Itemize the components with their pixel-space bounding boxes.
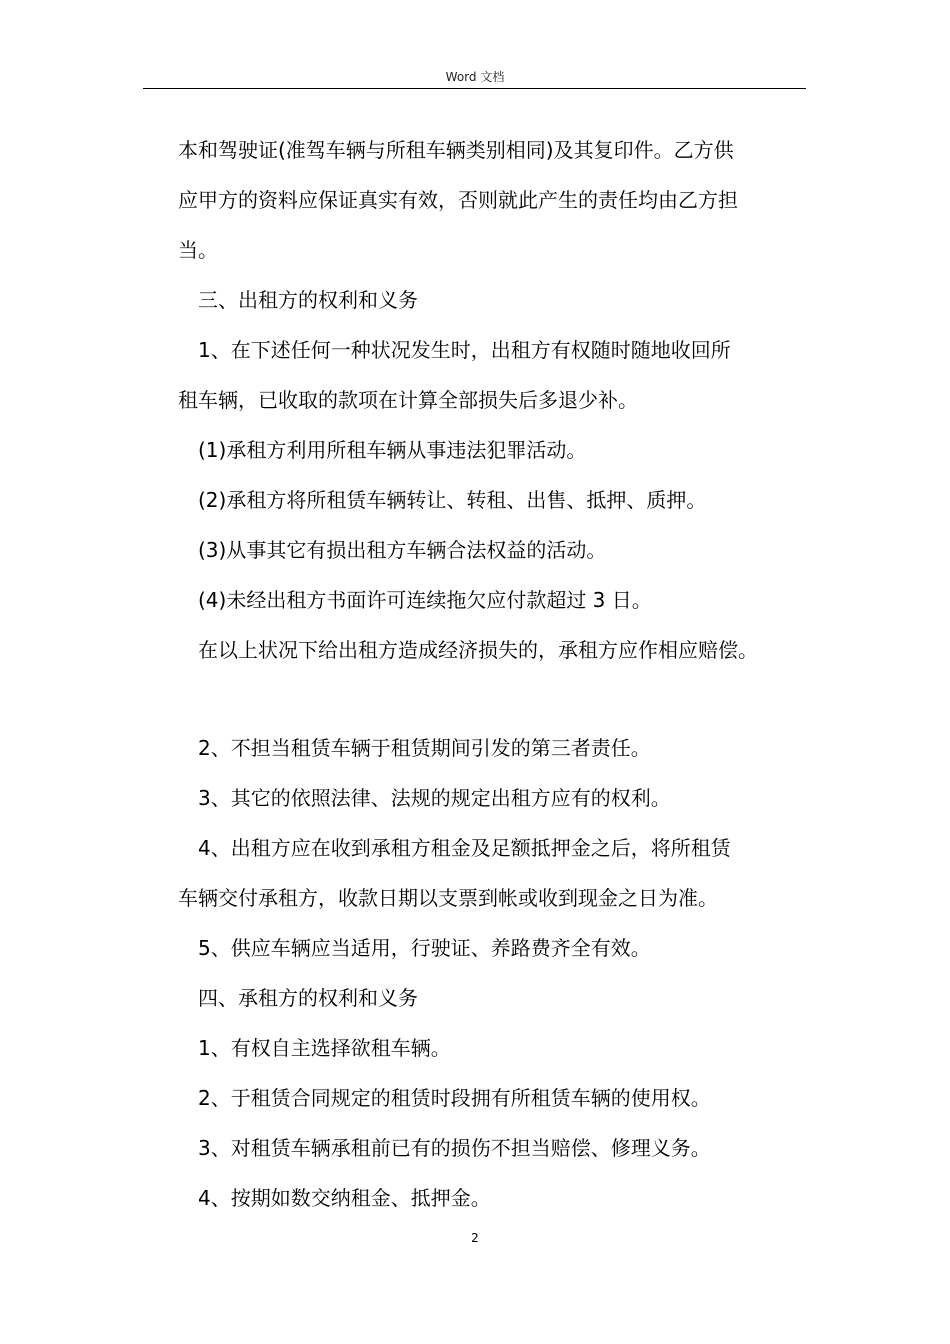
text-line: 4、出租方应在收到承租方租金及足额抵押金之后，将所租赁 bbox=[198, 836, 731, 860]
list-item: (3)从事其它有损出租方车辆合法权益的活动。 bbox=[198, 538, 607, 562]
text-line: 3、对租赁车辆承租前已有的损伤不担当赔偿、修理义务。 bbox=[198, 1136, 711, 1160]
list-item: (4)未经出租方书面许可连续拖欠应付款超过 3 日。 bbox=[198, 588, 652, 612]
text-line: 本和驾驶证(准驾车辆与所租车辆类别相同)及其复印件。乙方供 bbox=[178, 138, 734, 162]
text-line: 应甲方的资料应保证真实有效，否则就此产生的责任均由乙方担 bbox=[178, 188, 738, 212]
text-line: 5、供应车辆应当适用，行驶证、养路费齐全有效。 bbox=[198, 936, 651, 960]
text-line: 2、于租赁合同规定的租赁时段拥有所租赁车辆的使用权。 bbox=[198, 1086, 711, 1110]
section-heading: 三、出租方的权利和义务 bbox=[198, 288, 418, 312]
text-line: 1、在下述任何一种状况发生时，出租方有权随时随地收回所 bbox=[198, 338, 731, 362]
header-title: Word 文档 bbox=[445, 70, 505, 84]
text-line: 1、有权自主选择欲租车辆。 bbox=[198, 1036, 451, 1060]
text-line: 2、不担当租赁车辆于租赁期间引发的第三者责任。 bbox=[198, 736, 651, 760]
list-item: (2)承租方将所租赁车辆转让、转租、出售、抵押、质押。 bbox=[198, 488, 707, 512]
text-line: 租车辆，已收取的款项在计算全部损失后多退少补。 bbox=[178, 388, 638, 412]
page-number: 2 bbox=[471, 1231, 479, 1245]
section-heading: 四、承租方的权利和义务 bbox=[198, 986, 418, 1010]
text-line: 3、其它的依照法律、法规的规定出租方应有的权利。 bbox=[198, 786, 671, 810]
header-divider bbox=[143, 88, 806, 89]
text-line: 4、按期如数交纳租金、抵押金。 bbox=[198, 1186, 491, 1210]
list-item: (1)承租方利用所租车辆从事违法犯罪活动。 bbox=[198, 438, 587, 462]
text-line: 当。 bbox=[178, 238, 218, 262]
text-line: 在以上状况下给出租方造成经济损失的，承租方应作相应赔偿。 bbox=[198, 638, 758, 662]
text-line: 车辆交付承租方，收款日期以支票到帐或收到现金之日为准。 bbox=[178, 886, 718, 910]
